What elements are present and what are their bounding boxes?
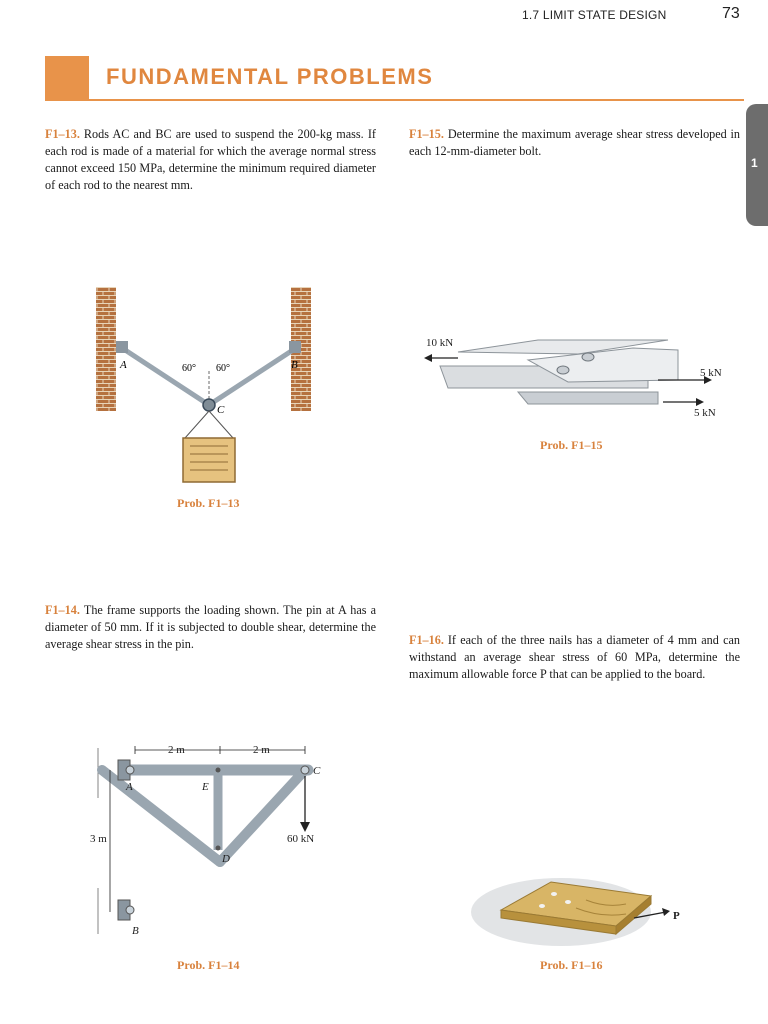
member-dc [220, 770, 305, 862]
chapter-tab-label: 1 [751, 156, 758, 170]
caption-f1-14: Prob. F1–14 [177, 958, 240, 972]
running-header-section: 1.7 LIMIT STATE DESIGN [522, 8, 667, 22]
nail-1 [551, 892, 557, 896]
label-b: B [132, 925, 139, 937]
problem-f1-14 [45, 602, 376, 653]
force-right-top-label: 5 kN [700, 367, 722, 379]
support-a [116, 341, 128, 353]
label-c: C [313, 765, 321, 777]
label-b: B [291, 359, 298, 371]
problem-f1-16 [409, 632, 740, 683]
figure-f1-16 [466, 872, 706, 952]
dim-left-label: 2 m [168, 744, 185, 756]
label-a: A [120, 359, 127, 371]
problem-text: The frame supports the loading shown. The pin at A has a diameter of 50 mm. If it is subjected to double shear, determine the average shear stress in the pin. [45, 603, 376, 651]
caption-f1-13: Prob. F1–13 [177, 496, 240, 510]
load-label: 60 kN [287, 833, 315, 845]
section-title: FUNDAMENTAL PROBLEMS [106, 64, 434, 89]
dim-height-label: 3 m [90, 833, 107, 845]
problem-f1-15 [409, 126, 740, 160]
pin-c [301, 766, 309, 774]
pin-a [126, 766, 134, 774]
bolt-2 [557, 366, 569, 374]
caption-f1-15: Prob. F1–15 [540, 438, 603, 452]
ring-c [203, 399, 215, 411]
problem-number: F1–14. [45, 603, 80, 617]
problem-text: Determine the maximum average shear stress developed in each 12-mm-diameter bolt. [409, 127, 740, 158]
label-a: A [126, 781, 133, 793]
force-p-label: P [673, 910, 680, 922]
caption-f1-16: Prob. F1–16 [540, 958, 603, 972]
pin-e [216, 768, 221, 773]
force-left-arrow-head [424, 354, 432, 362]
force-right-bottom-label: 5 kN [694, 407, 716, 419]
angle-left-label: 60° [182, 363, 196, 374]
rod-bc [209, 348, 296, 405]
pin-b [126, 906, 134, 914]
bolt-1 [582, 353, 594, 361]
angle-right-label: 60° [216, 363, 230, 374]
label-e: E [202, 781, 209, 793]
page-number: 73 [722, 5, 740, 22]
problem-text: If each of the three nails has a diameter of 4 mm and can withstand an average shear stress of 60 MPa, determine the maximum allowable force P that can be applied to the board. [409, 633, 740, 681]
banner-rule [45, 99, 744, 101]
nail-3 [565, 900, 571, 904]
figure-f1-13 [88, 283, 318, 483]
problem-number: F1–13. [45, 127, 80, 141]
force-p-arrow-head [662, 908, 670, 916]
label-d: D [222, 853, 230, 865]
force-right-bottom-arrow-head [696, 398, 704, 406]
problem-f1-13 [45, 126, 376, 194]
support-b [289, 341, 301, 353]
force-left-label: 10 kN [426, 337, 454, 349]
figure-f1-14 [90, 738, 350, 938]
cable-left [185, 411, 209, 438]
dim-right-label: 2 m [253, 744, 270, 756]
crate-mass [183, 438, 235, 482]
figure-f1-15 [418, 330, 738, 425]
problem-text: Rods AC and BC are used to suspend the 200-kg mass. If each rod is made of a material for which the average normal stress cannot exceed 150 MPa, determine the minimum required diameter of each rod to the nearest mm. [45, 127, 376, 192]
label-c: C [217, 404, 225, 416]
bottom-plate [518, 392, 658, 404]
rod-ac [122, 348, 209, 405]
problem-number: F1–16. [409, 633, 444, 647]
chapter-tab[interactable] [746, 104, 768, 226]
banner-accent-block [45, 56, 89, 100]
pin-d [216, 846, 221, 851]
problem-number: F1–15. [409, 127, 444, 141]
nail-2 [539, 904, 545, 908]
left-brick-wall [96, 287, 116, 411]
load-arrow-head [300, 822, 310, 832]
